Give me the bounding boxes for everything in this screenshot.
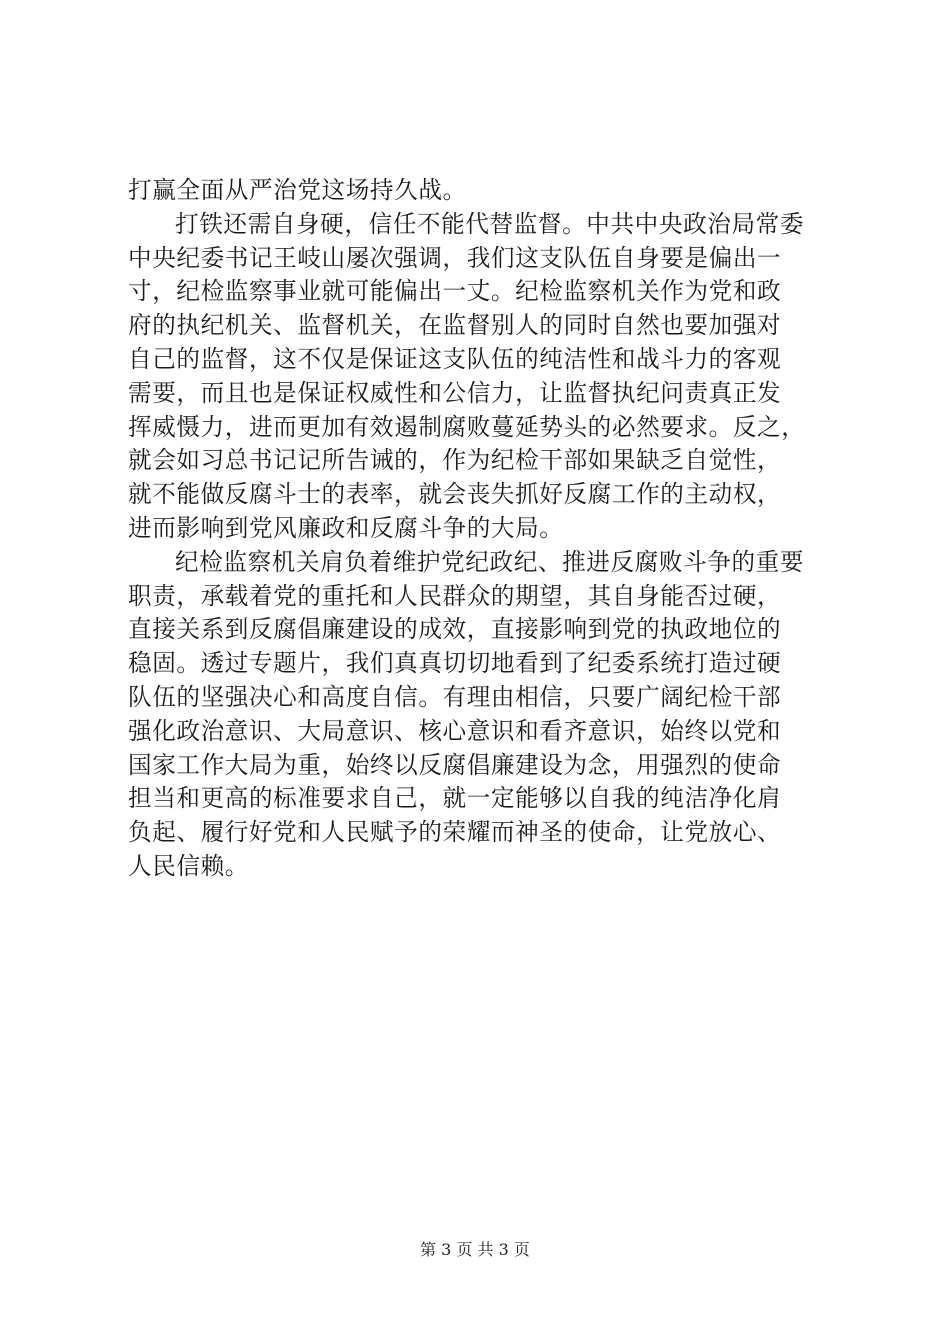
- text-line: 府的执纪机关、监督机关，在监督别人的同时自然也要加强对: [128, 311, 782, 340]
- text-line: 担当和更高的标准要求自己，就一定能够以自我的纯洁净化肩: [128, 784, 782, 813]
- text-line: 稳固。透过专题片，我们真真切切地看到了纪委系统打造过硬: [128, 649, 782, 678]
- text-line: 打赢全面从严治党这场持久战。: [128, 176, 467, 204]
- text-line: 就不能做反腐斗士的表率，就会丧失抓好反腐工作的主动权，: [128, 480, 782, 509]
- page-number-footer: 第 3 页 共 3 页: [420, 1240, 530, 1259]
- text-line: 强化政治意识、大局意识、核心意识和看齐意识，始终以党和: [128, 716, 782, 745]
- text-line: 职责，承载着党的重托和人民群众的期望，其自身能否过硬，: [128, 581, 782, 610]
- text-line: 纪检监察机关肩负着维护党纪政纪、推进反腐败斗争的重要: [175, 547, 805, 576]
- text-line: 中央纪委书记王岐山屡次强调，我们这支队伍自身要是偏出一: [128, 243, 782, 272]
- text-line: 负起、履行好党和人民赋予的荣耀而神圣的使命，让党放心、: [128, 818, 782, 847]
- text-line: 直接关系到反腐倡廉建设的成效，直接影响到党的执政地位的: [128, 615, 782, 644]
- document-body: [128, 174, 828, 884]
- text-line: 进而影响到党风廉政和反腐斗争的大局。: [128, 513, 564, 542]
- text-line: 国家工作大局为重，始终以反腐倡廉建设为念，用强烈的使命: [128, 750, 782, 779]
- text-line: 就会如习总书记记所告诫的，作为纪检干部如果缺乏自觉性，: [128, 446, 782, 475]
- text-line: 自己的监督，这不仅是保证这支队伍的纯洁性和战斗力的客观: [128, 344, 782, 373]
- text-line: 队伍的坚强决心和高度自信。有理由相信，只要广阔纪检干部: [128, 682, 782, 711]
- text-line: 挥威慑力，进而更加有效遏制腐败蔓延势头的必然要求。反之，: [128, 412, 806, 441]
- text-line: 寸，纪检监察事业就可能偏出一丈。纪检监察机关作为党和政: [128, 277, 782, 306]
- text-line: 人民信赖。: [128, 851, 249, 880]
- text-line: 需要，而且也是保证权威性和公信力，让监督执纪问责真正发: [128, 378, 782, 407]
- text-line: 打铁还需自身硬，信任不能代替监督。中共中央政治局常委: [175, 209, 805, 238]
